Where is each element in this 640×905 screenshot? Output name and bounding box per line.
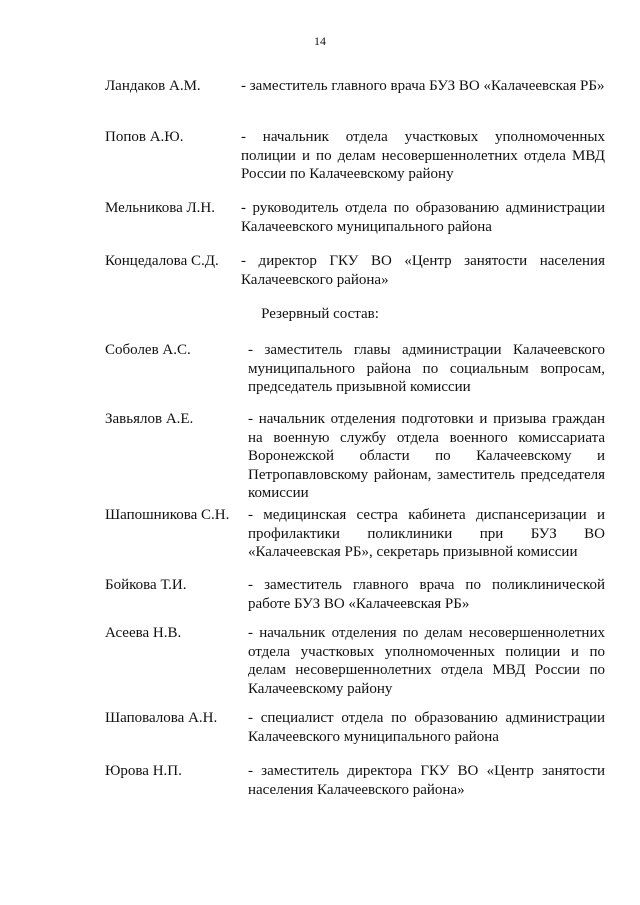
member-role: - заместитель главного врача БУЗ ВО «Калачеевская РБ» [241,78,605,94]
member-name: Завьялов А.Е. [105,411,194,427]
member-name: Шаповалова А.Н. [105,710,218,726]
member-role: - директор ГКУ ВО «Центр занятости населения Калачеевского района» [241,253,605,288]
member-entry [105,576,605,613]
member-role: - заместитель главы администрации Калачеевского муниципального района по социальным вопросам, председатель призывной комиссии [248,342,605,396]
member-entry [105,341,605,397]
member-entry [105,128,605,184]
member-name: Юрова Н.П. [105,763,182,779]
member-entry [105,762,605,799]
member-role: - медицинская сестра кабинета диспансеризации и профилактики поликлиники при БУЗ ВО «Калачеевская РБ», секретарь призывной комиссии [248,507,605,561]
page-number: 14 [314,34,326,48]
member-entry [105,252,605,289]
member-entry [105,506,605,562]
member-entry [105,410,605,503]
member-entry [105,199,605,236]
member-name: Концедалова С.Д. [105,253,219,269]
reserve-section-title: Резервный состав: [261,306,379,322]
member-role: - начальник отдела участковых уполномоченных полиции и по делам несовершеннолетних отдела МВД России по Калачеевскому району [241,129,605,183]
member-name: Шапошникова С.Н. [105,507,230,523]
member-role: - специалист отдела по образованию администрации Калачеевского муниципального района [248,710,605,745]
member-name: Попов А.Ю. [105,129,184,145]
member-role: - начальник отделения подготовки и призыва граждан на военную службу отдела военного комиссариата Воронежской области по Калачеевскому и Петропавловскому районам, заместитель председателя комиссии [248,411,605,502]
member-entry [105,624,605,698]
member-role: - заместитель директора ГКУ ВО «Центр занятости населения Калачеевского района» [248,763,605,798]
member-entry [105,77,605,96]
member-name: Асеева Н.В. [105,625,182,641]
member-name: Мельникова Л.Н. [105,200,216,216]
member-role: - руководитель отдела по образованию администрации Калачеевского муниципального района [241,200,605,235]
member-role: - начальник отделения по делам несовершеннолетних отдела участковых уполномоченных полиции и по делам несовершеннолетних отдела МВД России по Калачеевскому району [248,625,605,697]
member-role: - заместитель главного врача по поликлинической работе БУЗ ВО «Калачеевская РБ» [248,577,605,612]
member-name: Ландаков А.М. [105,78,201,94]
member-name: Соболев А.С. [105,342,191,358]
member-entry [105,709,605,746]
member-name: Бойкова Т.И. [105,577,187,593]
